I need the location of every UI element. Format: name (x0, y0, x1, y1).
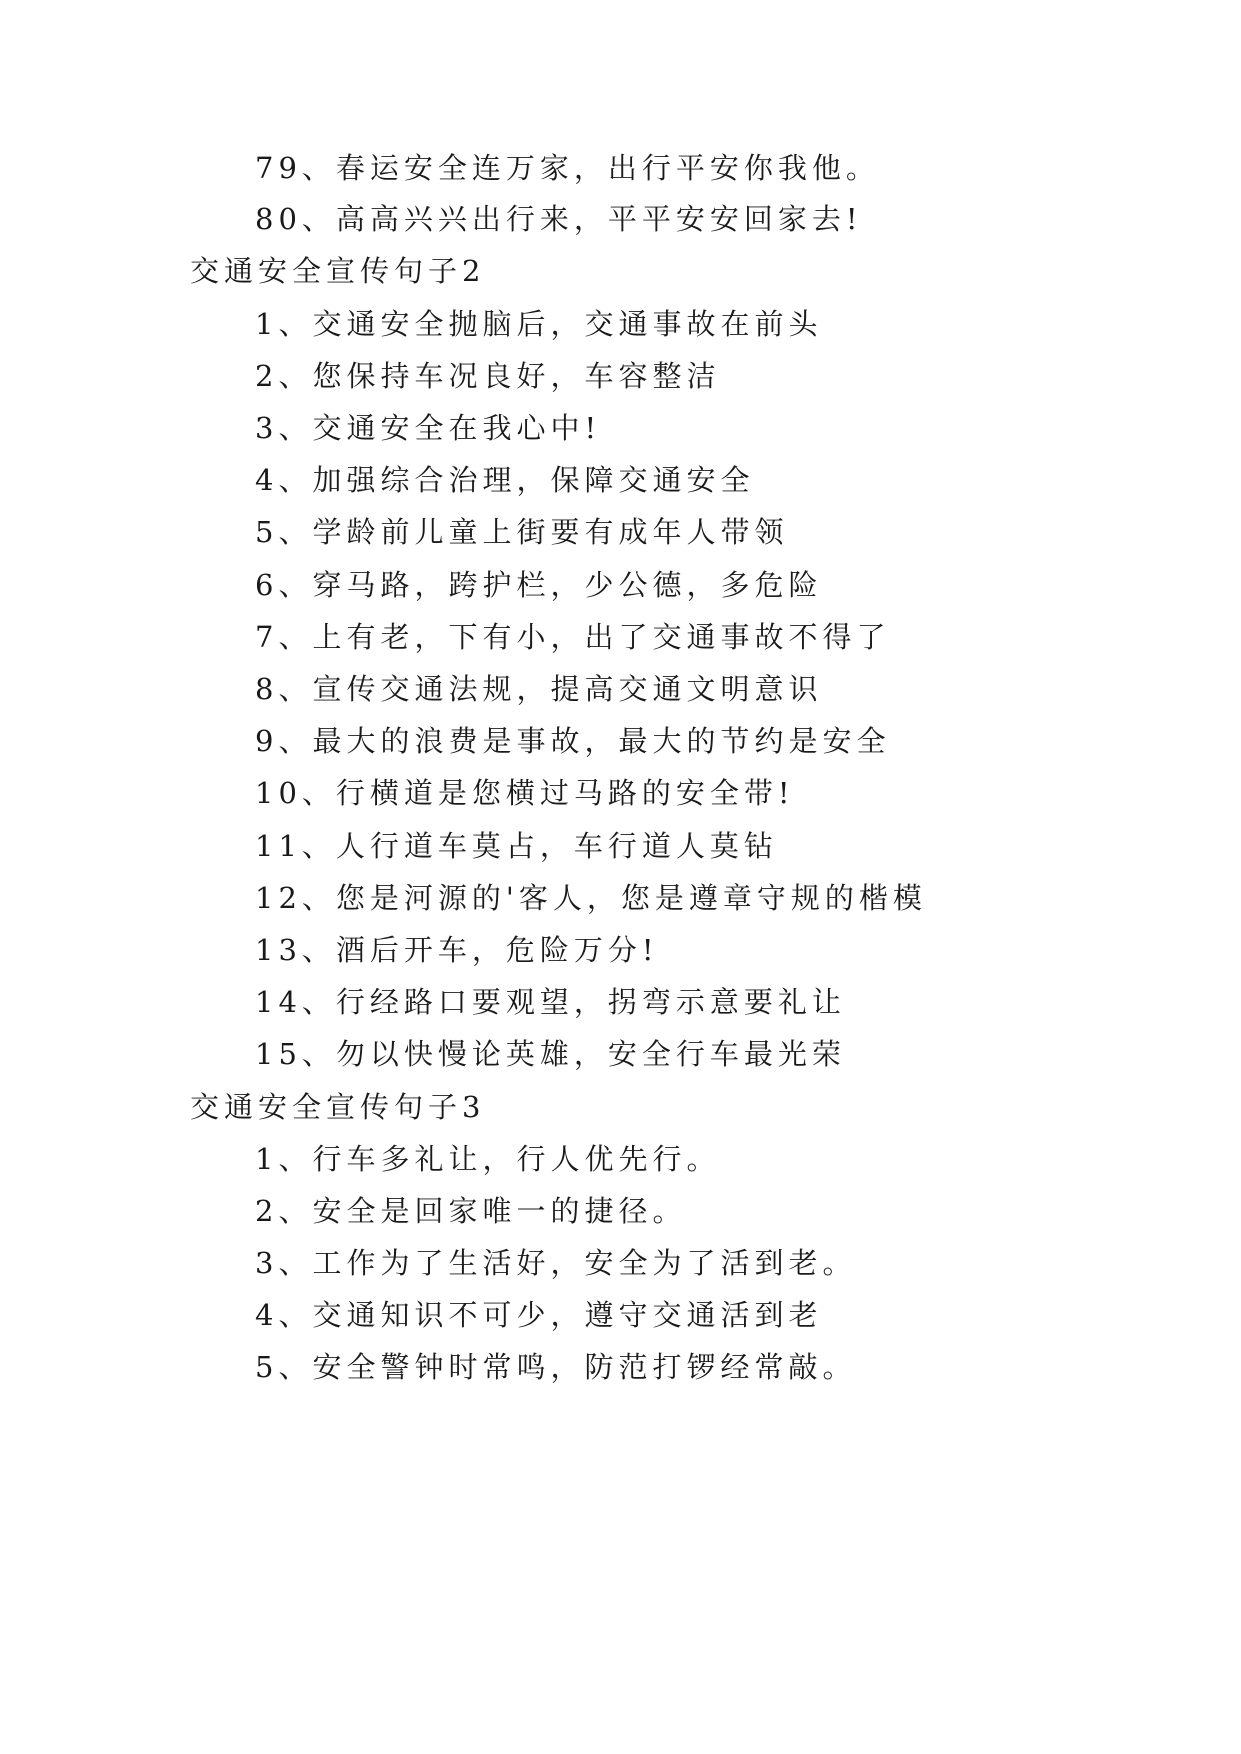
list-item: 80、高高兴兴出行来，平平安安回家去! (255, 202, 863, 236)
list-item: 11、人行道车莫占，车行道人莫钻 (255, 829, 778, 863)
list-item: 3、工作为了生活好，安全为了活到老。 (255, 1246, 857, 1280)
list-item: 5、安全警钟时常鸣，防范打锣经常敲。 (255, 1350, 857, 1384)
section-heading: 交通安全宣传句子3 (190, 1090, 486, 1124)
list-item: 9、最大的浪费是事故，最大的节约是安全 (255, 724, 891, 758)
list-item: 12、您是河源的'客人，您是遵章守规的楷模 (255, 881, 927, 915)
list-item: 79、春运安全连万家，出行平安你我他。 (255, 151, 880, 185)
list-item: 15、勿以快慢论英雄，安全行车最光荣 (255, 1037, 846, 1071)
list-item: 3、交通安全在我心中! (255, 411, 602, 445)
list-item: 14、行经路口要观望，拐弯示意要礼让 (255, 985, 846, 1019)
list-item: 8、宣传交通法规，提高交通文明意识 (255, 672, 823, 706)
list-item: 5、学龄前儿童上街要有成年人带领 (255, 515, 789, 549)
list-item: 2、您保持车况良好，车容整洁 (255, 359, 721, 393)
section-heading: 交通安全宣传句子2 (190, 254, 486, 288)
list-item: 10、行横道是您横过马路的安全带! (255, 776, 795, 810)
list-item: 2、安全是回家唯一的捷径。 (255, 1194, 687, 1228)
list-item: 1、行车多礼让，行人优先行。 (255, 1142, 721, 1176)
list-item: 6、穿马路，跨护栏，少公德，多危险 (255, 568, 823, 602)
list-item: 13、酒后开车，危险万分! (255, 933, 659, 967)
list-item: 4、交通知识不可少，遵守交通活到老 (255, 1298, 823, 1332)
list-item: 1、交通安全抛脑后，交通事故在前头 (255, 307, 823, 341)
list-item: 7、上有老，下有小，出了交通事故不得了 (255, 620, 891, 654)
list-item: 4、加强综合治理，保障交通安全 (255, 463, 755, 497)
